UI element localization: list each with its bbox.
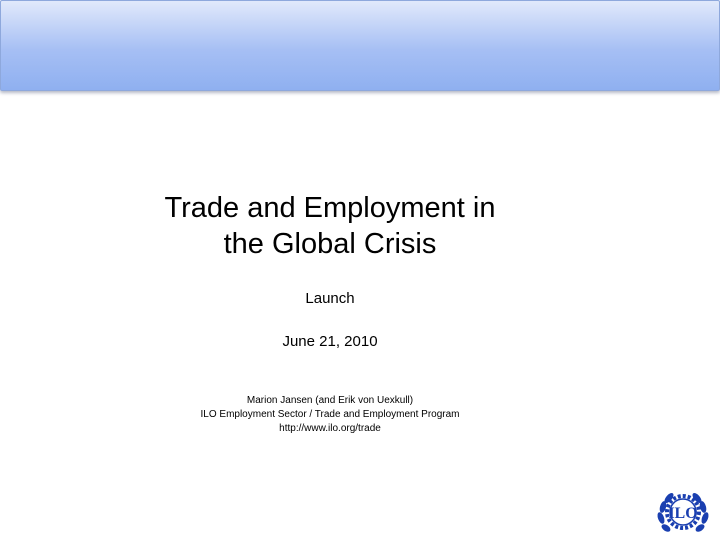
header-band — [0, 0, 720, 91]
slide-date: June 21, 2010 — [282, 333, 378, 350]
presenter-name: Marion Jansen (and Erik von Uexkull) — [246, 395, 414, 406]
slide-title — [60, 190, 600, 262]
ilo-emblem-text: ILO — [668, 505, 698, 522]
slide-title-line2: the Global Crisis — [223, 228, 437, 260]
slide-credits — [60, 394, 600, 436]
ilo-emblem-icon — [654, 488, 712, 536]
slide-title-line1: Trade and Employment in — [164, 192, 496, 224]
slide-subtitle: Launch — [305, 290, 355, 307]
website-url: http://www.ilo.org/trade — [279, 423, 381, 434]
affiliation: ILO Employment Sector / Trade and Employment Program — [200, 409, 460, 420]
